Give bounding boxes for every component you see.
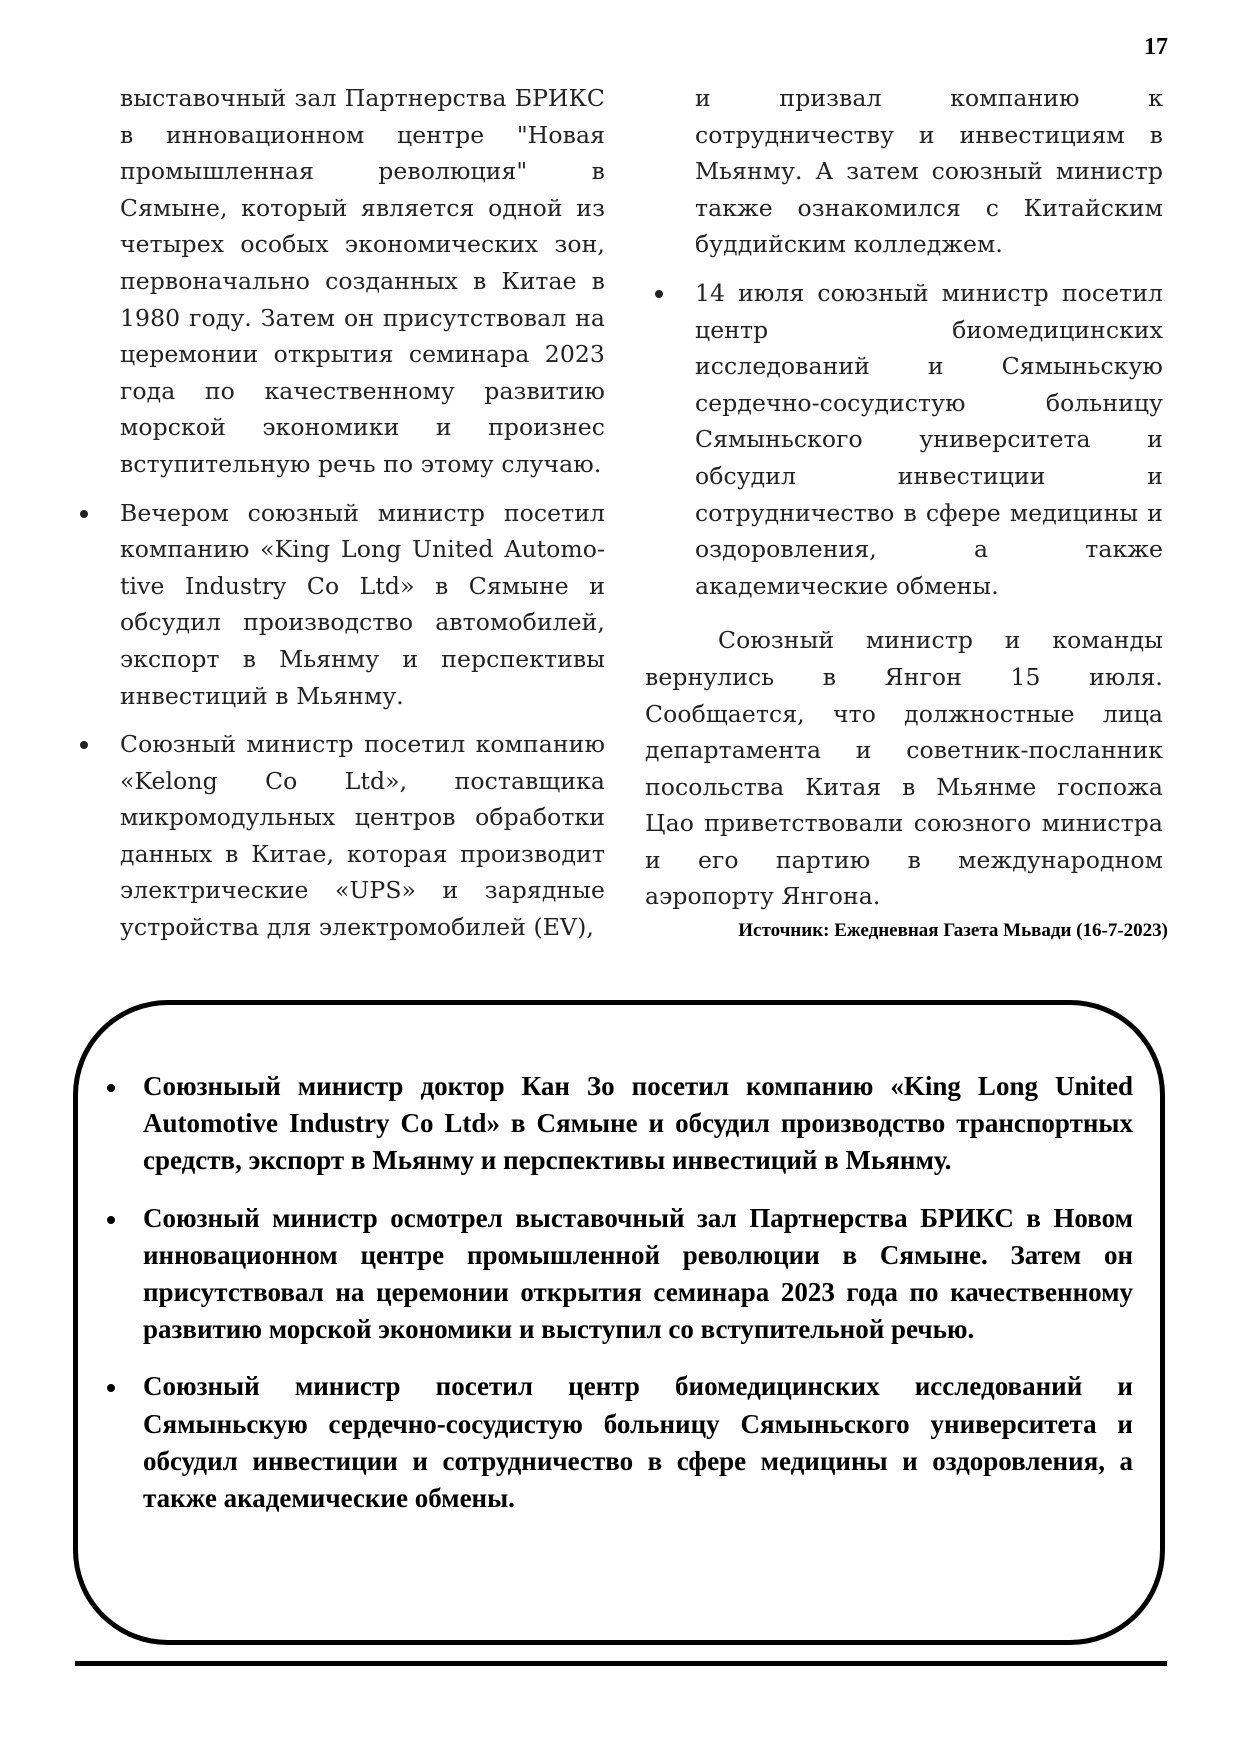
page-number: 17 [1144,34,1168,60]
summary-item-text: Союзный министр осмотрел выставочный зал Партнерства БРИКС в Новом инновационном центре промышленной революции в Сямыне. Затем он присутствовал на церемонии открытия семинара 2023 года по качественному развитию морской экономики и выступил со вступительной речью. [143,1202,1133,1345]
summary-item [143,1200,1133,1349]
bullet-icon [655,290,663,298]
bottom-divider [75,1661,1167,1666]
bullet-icon [80,741,88,749]
source-citation: Источник: Ежедневная Газета Мьвади (16-7-2023) [738,920,1168,941]
left-bullet-item [70,495,605,715]
right-intro-paragraph: и призвал компанию к сотрудничеству и инвестициям в Мьянму. А затем союзный министр также ознакомился с Китайским буддийским колледжем. [695,84,1163,259]
summary-item [143,1068,1133,1180]
left-bullet-text: Союзный министр посетил компанию «Kelong Co Ltd», поставщика микромодульных центров обработки данных в Китае, которая производит электрические «UPS» и зарядные устройства для электромобилей (EV), [120,730,605,942]
bullet-icon [80,510,88,518]
left-bullet-text: Вечером союзный министр посетил компанию «King Long United Automotive Industry Co Ltd» в Сямыне и обсудил производство автомобилей, экспорт в Мьянму и перспективы инвестиций в Мьянму. [120,498,605,710]
summary-item [143,1368,1133,1517]
summary-item-text: Союзный министр посетил центр биомедицинских исследований и Сямыньскую сердечно-сосудистую больницу Сямыньского университета и обсудил инвестиции и сотрудничество в сфере медицины и оздоровления, а также академические обмены. [143,1371,1133,1514]
left-bullet-item [70,726,605,946]
summary-list [143,1068,1133,1537]
closing-paragraph: Союзный министр и команды вернулись в Янгон 15 июля. Сообщается, что должностные лица департамента и советник-посланник посольства Китая в Мьянме госпожа Цао приветствовали союзного министра и его партию в международном аэропорту Янгона. [645,626,1163,911]
bullet-icon [107,1216,115,1224]
left-column [70,80,605,946]
right-bullet-item [645,275,1163,604]
right-bullet-text: 14 июля союзный министр посетил центр биомедицинских исследований и Сямыньскую сердечно-сосудистую больницу Сямыньского университета и обсудил инвестиции и сотрудничество в сфере медицины и оздоровления, а также академические обмены. [695,278,1163,600]
bullet-icon [107,1084,115,1092]
summary-item-text: Союзныый министр доктор Кан Зо посетил компанию «King Long United Automotive Industry Co Ltd» в Сямыне и обсудил производство транспортных средств, экспорт в Мьянму и перспективы инвестиций в Мьянму. [143,1071,1133,1176]
left-intro-paragraph: выставочный зал Партнерства БРИКС в инновационном центре "Новая промышленная революция" в Сямыне, который является одной из четырех особых экономических зон, первоначально созданных в Китае в 1980 году. Затем он присутствовал на церемонии открытия семинара 2023 года по качественному развитию морской экономики и произнес вступительную речь по этому случаю. [120,84,605,478]
right-column [645,80,1163,915]
